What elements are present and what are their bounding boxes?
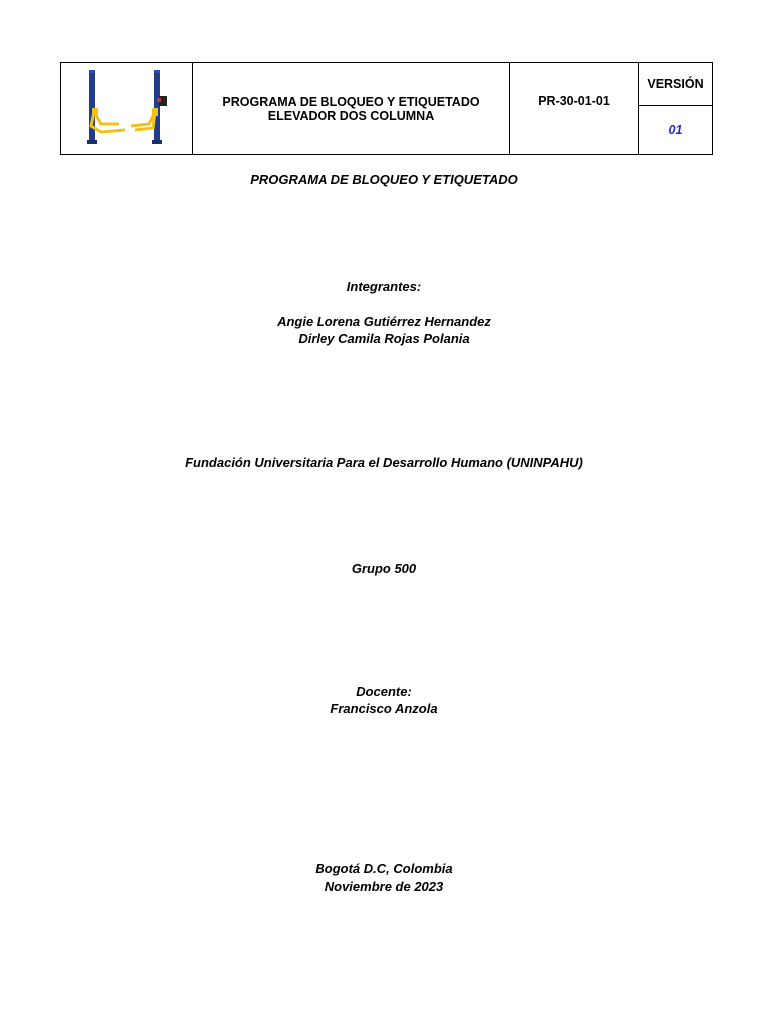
document-title: PROGRAMA DE BLOQUEO Y ETIQUETADO bbox=[250, 172, 518, 187]
teacher-name: Francisco Anzola bbox=[330, 701, 438, 716]
logo-cell bbox=[61, 63, 193, 155]
document-header bbox=[60, 62, 713, 155]
date: Noviembre de 2023 bbox=[324, 879, 444, 894]
group-name: Grupo 500 bbox=[351, 561, 417, 576]
header-title-line-2: ELEVADOR DOS COLUMNA bbox=[267, 108, 435, 123]
members-label: Integrantes: bbox=[346, 279, 422, 294]
document-code-cell bbox=[510, 63, 639, 155]
version-number-cell bbox=[639, 106, 713, 155]
header-title-line-1: PROGRAMA DE BLOQUEO Y ETIQUETADO bbox=[222, 94, 480, 109]
version-number: 01 bbox=[668, 123, 683, 137]
version-label: VERSIÓN bbox=[647, 77, 704, 91]
header-title-cell bbox=[193, 63, 510, 155]
institution-name: Fundación Universitaria Para el Desarrollo Humano (UNINPAHU) bbox=[185, 455, 583, 470]
document-code: PR-30-01-01 bbox=[538, 93, 610, 108]
member-name-1: Angie Lorena Gutiérrez Hernandez bbox=[277, 314, 491, 329]
member-name-2: Dirley Camila Rojas Polania bbox=[298, 331, 470, 346]
city: Bogotá D.C, Colombia bbox=[315, 861, 453, 876]
car-lift-logo-icon bbox=[79, 68, 175, 150]
version-label-cell bbox=[639, 63, 713, 106]
teacher-label: Docente: bbox=[356, 684, 412, 699]
